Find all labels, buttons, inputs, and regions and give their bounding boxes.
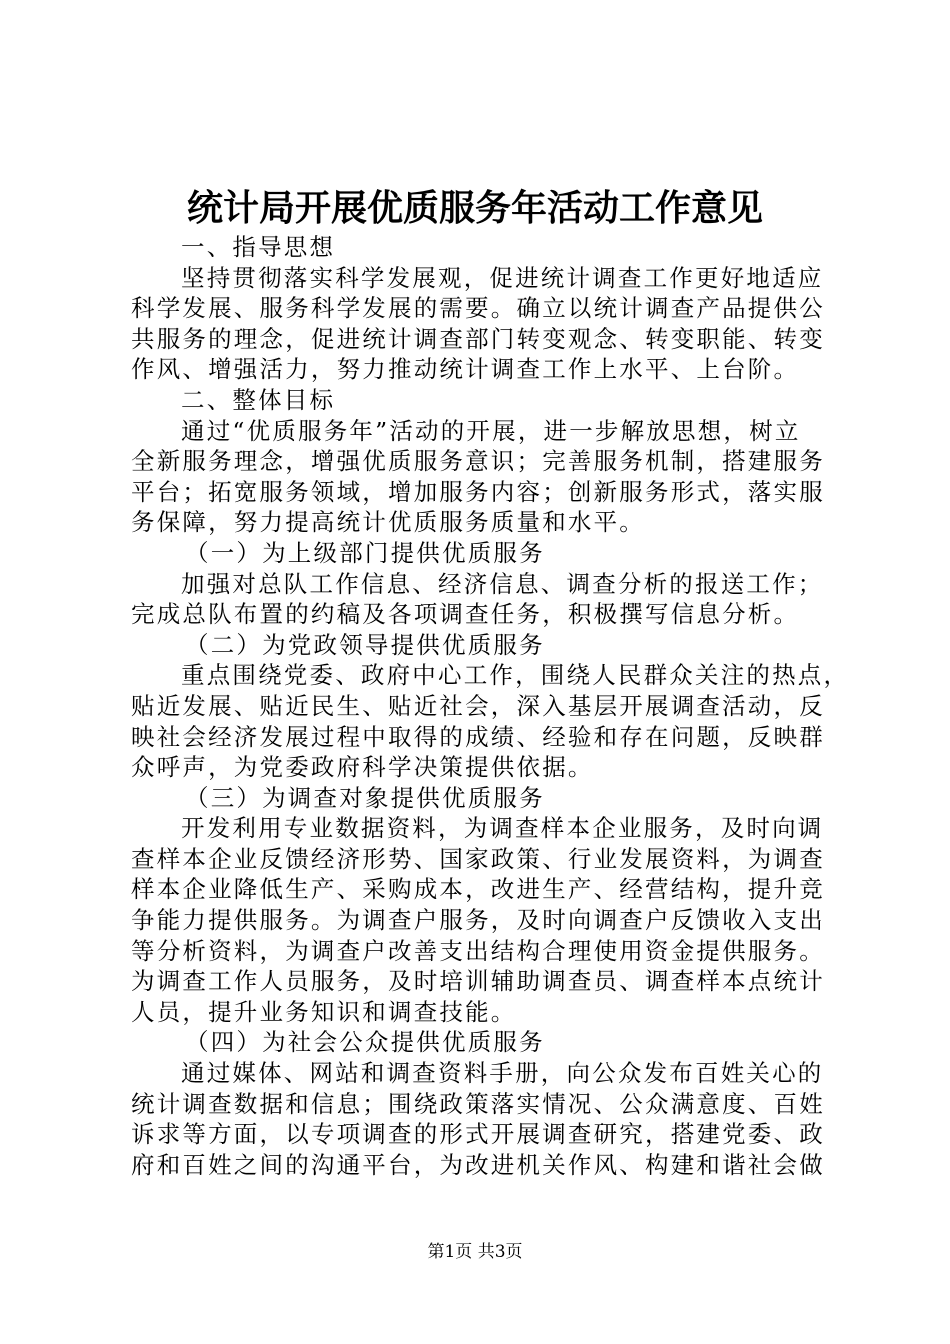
subsection-heading: （一）为上级部门提供优质服务 (185, 538, 545, 567)
paragraph-line: 府和百姓之间的沟通平台，为改进机关作风、构建和谐社会做 (131, 1150, 825, 1179)
paragraph-line: 等分析资料，为调查户改善支出结构合理使用资金提供服务。 (131, 936, 825, 965)
paragraph-line: 平台；拓宽服务领域，增加服务内容；创新服务形式，落实服 (131, 477, 825, 506)
paragraph-line: 通过媒体、网站和调查资料手册，向公众发布百姓关心的 (181, 1059, 824, 1088)
paragraph-line: 加强对总队工作信息、经济信息、调查分析的报送工作； (181, 569, 824, 598)
paragraph-line: 样本企业降低生产、采购成本，改进生产、经营结构，提升竞 (131, 875, 825, 904)
paragraph-line: 众呼声，为党委政府科学决策提供依据。 (131, 753, 594, 782)
paragraph-line: 贴近发展、贴近民生、贴近社会，深入基层开展调查活动，反 (131, 691, 825, 720)
paragraph-line: 统计调查数据和信息；围绕政策落实情况、公众满意度、百姓 (131, 1089, 825, 1118)
paragraph-line: 诉求等方面，以专项调查的形式开展调查研究，搭建党委、政 (131, 1120, 825, 1149)
paragraph-line: 映社会经济发展过程中取得的成绩、经验和存在问题，反映群 (131, 722, 825, 751)
subsection-heading: （二）为党政领导提供优质服务 (185, 630, 545, 659)
paragraph-line: 争能力提供服务。为调查户服务，及时向调查户反馈收入支出 (131, 906, 825, 935)
paragraph-line: 查样本企业反馈经济形势、国家政策、行业发展资料，为调查 (131, 844, 825, 873)
document-body (131, 232, 850, 1180)
paragraph-line: 人员，提升业务知识和调查技能。 (131, 997, 517, 1026)
subsection-heading: （四）为社会公众提供优质服务 (185, 1028, 545, 1057)
paragraph-line: 全新服务理念，增强优质服务意识；完善服务机制，搭建服务 (131, 447, 825, 476)
paragraph-line: 通过“优质服务年”活动的开展，进一步解放思想，树立 (181, 416, 801, 445)
paragraph-line: 务保障，努力提高统计优质服务质量和水平。 (131, 508, 645, 537)
paragraph-line: 重点围绕党委、政府中心工作，围绕人民群众关注的热点， (181, 661, 850, 690)
page-footer: 第1页 共3页 (427, 1242, 523, 1262)
paragraph-line: 为调查工作人员服务，及时培训辅助调查员、调查样本点统计 (131, 967, 825, 996)
paragraph-line: 开发利用专业数据资料，为调查样本企业服务，及时向调 (181, 814, 824, 843)
paragraph-line: 共服务的理念，促进统计调查部门转变观念、转变职能、转变 (131, 324, 825, 353)
subsection-heading: （三）为调查对象提供优质服务 (185, 783, 545, 812)
document-title: 统计局开展优质服务年活动工作意见 (186, 187, 763, 229)
paragraph-line: 坚持贯彻落实科学发展观，促进统计调查工作更好地适应 (181, 263, 824, 292)
paragraph-line: 科学发展、服务科学发展的需要。确立以统计调查产品提供公 (131, 294, 825, 323)
section-heading: 二、整体目标 (181, 385, 336, 414)
paragraph-line: 完成总队布置的约稿及各项调查任务，积极撰写信息分析。 (131, 600, 800, 629)
section-heading: 一、指导思想 (181, 233, 336, 261)
paragraph-line: 作风、增强活力，努力推动统计调查工作上水平、上台阶。 (131, 355, 800, 384)
